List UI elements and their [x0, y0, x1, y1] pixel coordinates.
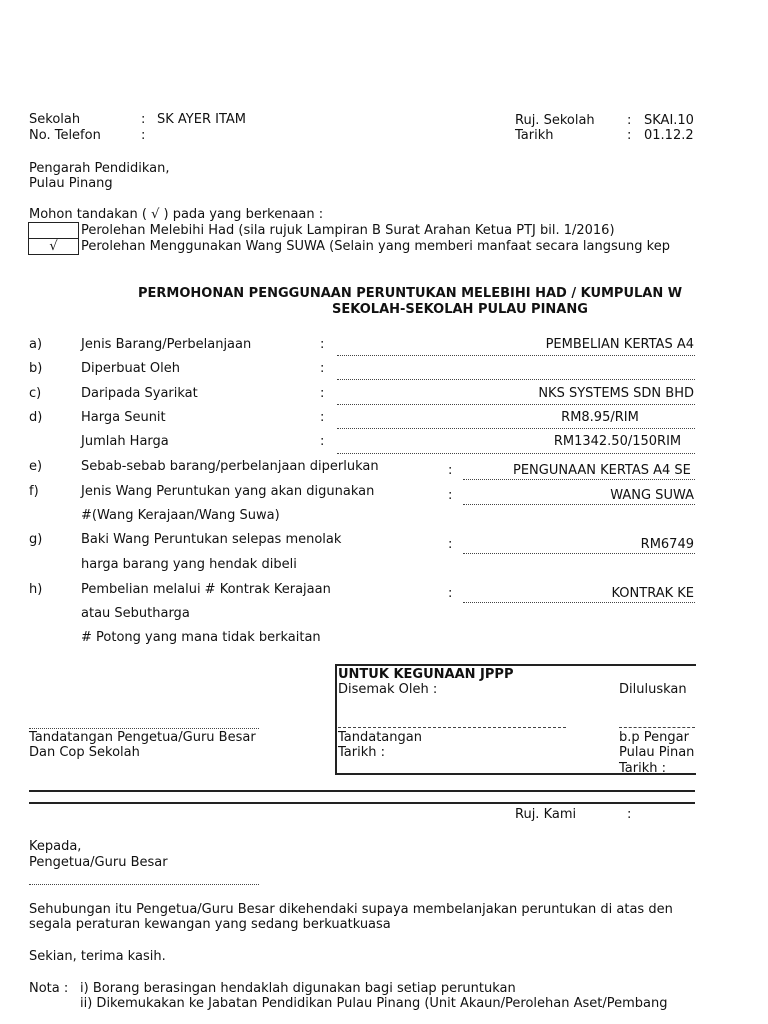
item-d-underline	[337, 428, 695, 429]
item-e-colon: :	[448, 463, 453, 478]
jppp-tarikh: Tarikh :	[338, 745, 385, 760]
separator-bottom	[29, 802, 695, 804]
item-d-letter: d)	[29, 410, 43, 425]
item-e-value: PENGUNAAN KERTAS A4 SE	[513, 463, 691, 478]
ruj-sekolah-label: Ruj. Sekolah	[515, 113, 595, 128]
sekolah-colon: :	[141, 112, 146, 127]
item-g-value: RM6749	[640, 537, 694, 552]
item-b-colon: :	[320, 361, 325, 376]
item-d-value: RM8.95/RIM	[561, 410, 639, 425]
nota-label: Nota :	[29, 981, 69, 996]
pengetua-line	[29, 884, 259, 885]
separator-top	[29, 790, 695, 792]
item-f-letter: f)	[29, 484, 39, 499]
jppp-tarikh2: Tarikh :	[619, 761, 666, 776]
item-g-label2: harga barang yang hendak dibeli	[81, 557, 297, 572]
item-d-label: Harga Seunit	[81, 410, 166, 425]
telefon-colon: :	[141, 128, 146, 143]
jppp-bp: b.p Pengar	[619, 730, 689, 745]
form-title-line2: SEKOLAH-SEKOLAH PULAU PINANG	[332, 302, 588, 317]
item-jumlah-colon: :	[320, 434, 325, 449]
sekolah-label: Sekolah	[29, 112, 81, 127]
item-e-letter: e)	[29, 459, 43, 474]
item-a-colon: :	[320, 337, 325, 352]
item-a-underline	[337, 355, 695, 356]
item-f-value: WANG SUWA	[610, 488, 694, 503]
item-jumlah-value: RM1342.50/150RIM	[553, 434, 682, 449]
form-title-line1: PERMOHONAN PENGGUNAAN PERUNTUKAN MELEBIHI HAD / KUMPULAN W	[138, 286, 683, 301]
item-c-label: Daripada Syarikat	[81, 386, 198, 401]
item-c-colon: :	[320, 386, 325, 401]
ruj-kami-colon: :	[627, 807, 632, 822]
nota-ii: ii) Dikemukakan ke Jabatan Pendidikan Pulau Pinang (Unit Akaun/Perolehan Aset/Pembang	[80, 996, 668, 1011]
jppp-tandatangan: Tandatangan	[338, 730, 422, 745]
request-prompt: Mohon tandakan ( √ ) pada yang berkenaan :	[29, 207, 324, 222]
item-b-label: Diperbuat Oleh	[81, 361, 180, 376]
paragraph-line1: Sehubungan itu Pengetua/Guru Besar dikehendaki supaya membelanjakan peruntukan di atas den	[29, 902, 673, 917]
item-g-label: Baki Wang Peruntukan selepas menolak	[81, 532, 342, 547]
item-e-label: Sebab-sebab barang/perbelanjaan diperlukan	[81, 459, 379, 474]
signature-line	[29, 728, 259, 729]
item-h-label: Pembelian melalui # Kontrak Kerajaan	[81, 582, 331, 597]
item-d-colon: :	[320, 410, 325, 425]
option-1-checkbox[interactable]	[28, 222, 79, 239]
jppp-diluluskan: Diluluskan	[619, 682, 687, 697]
page-crop-mask	[696, 0, 768, 1024]
sekolah-value: SK AYER ITAM	[157, 112, 246, 127]
item-jumlah-underline	[337, 453, 695, 454]
item-h-label2: atau Sebutharga	[81, 606, 190, 621]
telefon-label: No. Telefon	[29, 128, 101, 143]
option-1-label: Perolehan Melebihi Had (sila rujuk Lampiran B Surat Arahan Ketua PTJ bil. 1/2016)	[81, 223, 615, 238]
tarikh-value: 01.12.2	[644, 128, 694, 143]
item-g-colon: :	[448, 537, 453, 552]
kepada: Kepada,	[29, 839, 82, 854]
jppp-disemak: Disemak Oleh :	[338, 682, 438, 697]
item-a-letter: a)	[29, 337, 43, 352]
item-jumlah-label: Jumlah Harga	[81, 434, 169, 449]
jppp-pulau: Pulau Pinan	[619, 745, 695, 760]
footnote: # Potong yang mana tidak berkaitan	[81, 630, 321, 645]
signature-line1: Tandatangan Pengetua/Guru Besar	[29, 730, 256, 745]
pengetua: Pengetua/Guru Besar	[29, 855, 168, 870]
item-b-letter: b)	[29, 361, 43, 376]
nota-i: i) Borang berasingan hendaklah digunakan bagi setiap peruntukan	[80, 981, 516, 996]
item-f-label: Jenis Wang Peruntukan yang akan digunakan	[81, 484, 375, 499]
item-h-underline	[463, 602, 695, 603]
item-h-colon: :	[448, 586, 453, 601]
recipient-line2: Pulau Pinang	[29, 176, 113, 191]
item-h-letter: h)	[29, 582, 43, 597]
item-a-value: PEMBELIAN KERTAS A4	[545, 337, 694, 352]
item-g-underline	[463, 553, 695, 554]
item-f-label2: #(Wang Kerajaan/Wang Suwa)	[81, 508, 280, 523]
ruj-sekolah-colon: :	[627, 113, 632, 128]
item-h-value: KONTRAK KE	[611, 586, 694, 601]
signature-line2: Dan Cop Sekolah	[29, 745, 140, 760]
item-g-letter: g)	[29, 532, 43, 547]
recipient-line1: Pengarah Pendidikan,	[29, 161, 170, 176]
jppp-heading: UNTUK KEGUNAAN JPPP	[338, 667, 514, 682]
option-2-label: Perolehan Menggunakan Wang SUWA (Selain yang memberi manfaat secara langsung kep	[81, 239, 670, 254]
item-b-underline	[337, 379, 695, 380]
closing-thanks: Sekian, terima kasih.	[29, 949, 166, 964]
item-e-underline	[463, 479, 695, 480]
jppp-sign-line-right	[619, 727, 695, 728]
tarikh-colon: :	[627, 128, 632, 143]
item-f-colon: :	[448, 488, 453, 503]
item-c-value: NKS SYSTEMS SDN BHD	[538, 386, 694, 401]
item-a-label: Jenis Barang/Perbelanjaan	[81, 337, 252, 352]
option-2-check: √	[49, 239, 58, 254]
paragraph-line2: segala peraturan kewangan yang sedang berkuatkuasa	[29, 917, 391, 932]
item-f-underline	[463, 504, 695, 505]
jppp-sign-line-left	[338, 727, 566, 728]
ruj-kami-label: Ruj. Kami	[515, 807, 577, 822]
item-c-underline	[337, 404, 695, 405]
ruj-sekolah-value: SKAI.10	[644, 113, 694, 128]
item-c-letter: c)	[29, 386, 42, 401]
tarikh-label: Tarikh	[515, 128, 554, 143]
